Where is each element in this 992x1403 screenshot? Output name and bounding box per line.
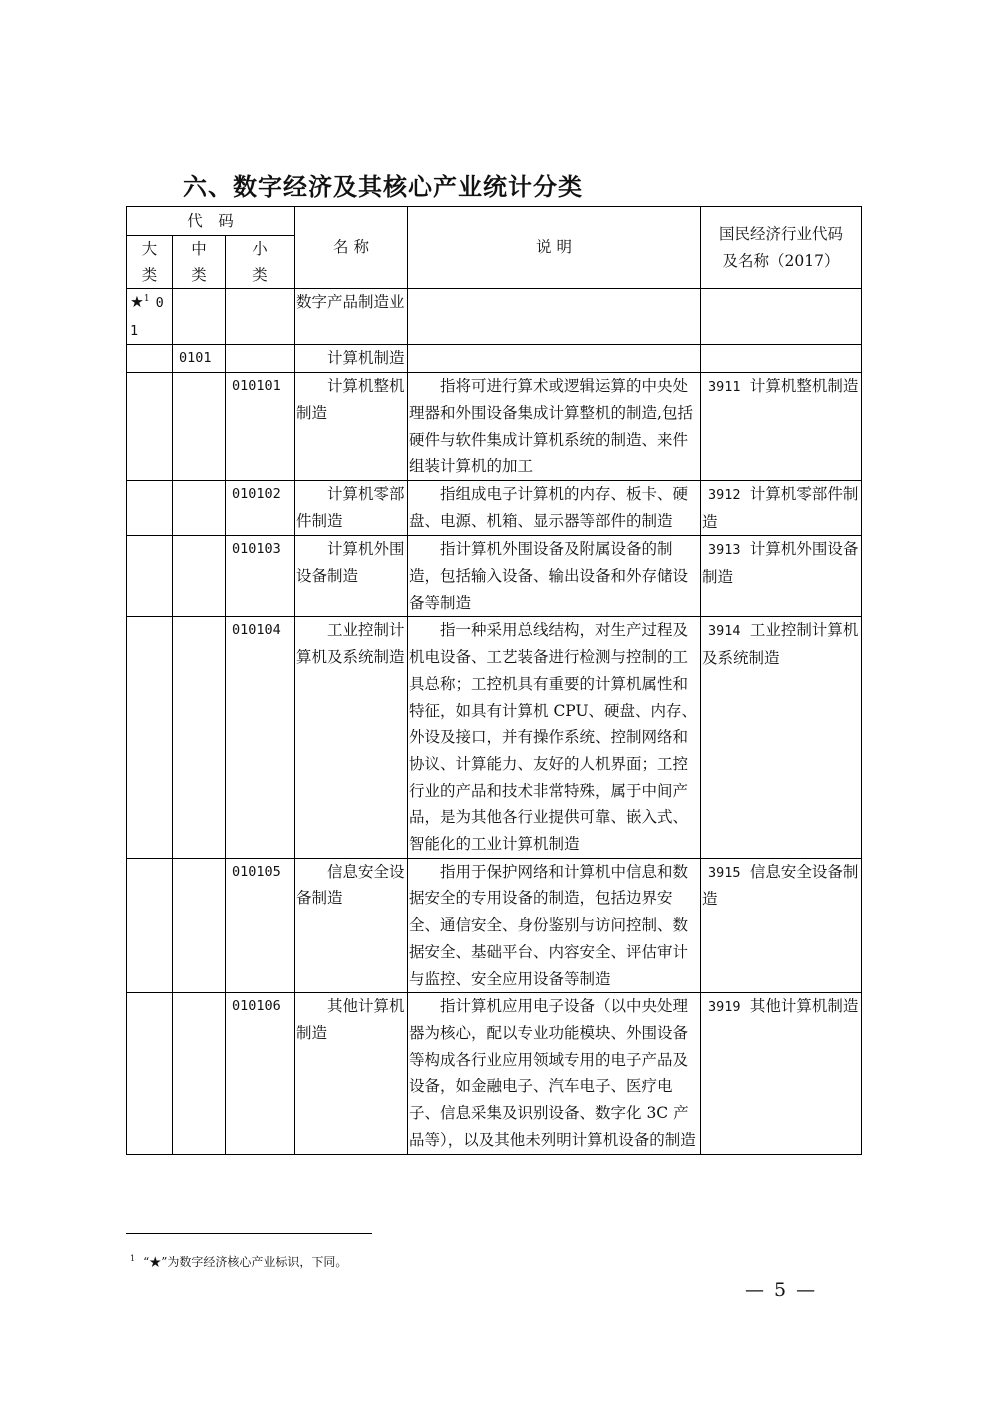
cell-name-text: 计算机零部件制造 <box>296 484 405 530</box>
cell-name <box>295 373 408 481</box>
cell-minor <box>226 345 295 373</box>
national-code: 3915 <box>708 864 741 881</box>
cell-major <box>127 480 173 535</box>
cell-minor: 010101 <box>226 373 295 481</box>
cell-name <box>295 536 408 617</box>
cell-name-text: 信息安全设备制造 <box>296 862 405 908</box>
table-row <box>127 289 862 345</box>
header-middle <box>173 236 226 289</box>
cell-major-code: 01 <box>130 295 164 339</box>
table-row <box>127 480 862 535</box>
cell-middle <box>173 536 226 617</box>
cell-minor: 010104 <box>226 617 295 858</box>
header-name: 名 称 <box>295 207 408 289</box>
table-row <box>127 536 862 617</box>
national-code: 3919 <box>708 999 741 1016</box>
footnote-text: “★”为数字经济核心产业标识，下同。 <box>143 1255 348 1269</box>
star-icon: ★ <box>130 293 144 311</box>
header-major <box>127 236 173 289</box>
cell-name: 数字产品制造业 <box>295 289 408 345</box>
cell-middle <box>173 289 226 345</box>
cell-minor: 010102 <box>226 480 295 535</box>
cell-description-text: 指用于保护网络和计算机中信息和数据安全的专用设备的制造，包括边界安全、通信安全、身份鉴别与访问控制、数据安全、基础平台、内容安全、评估审计与监控、安全应用设备等制造 <box>409 862 689 988</box>
cell-national <box>701 480 862 535</box>
cell-national <box>701 373 862 481</box>
cell-description <box>408 480 701 535</box>
cell-minor <box>226 289 295 345</box>
header-row-code <box>127 207 862 236</box>
footnote <box>130 1251 347 1270</box>
table-row <box>127 345 862 373</box>
page-title: 六、数字经济及其核心产业统计分类 <box>183 173 583 201</box>
classification-table <box>126 206 862 1155</box>
cell-description <box>408 373 701 481</box>
cell-major <box>127 345 173 373</box>
cell-name <box>295 617 408 858</box>
header-middle-text: 中类 <box>191 240 207 284</box>
national-name: 工业控制计算机及系统制造 <box>702 621 859 668</box>
cell-description <box>408 993 701 1154</box>
cell-middle <box>173 373 226 481</box>
cell-description-text: 指将可进行算术或逻辑运算的中央处理器和外围设备集成计算整机的制造,包括硬件与软件集成计算机系统的制造、来件组装计算机的加工 <box>409 377 693 476</box>
cell-description <box>408 858 701 993</box>
cell-description <box>408 289 701 345</box>
cell-major <box>127 858 173 993</box>
cell-national <box>701 858 862 993</box>
cell-name <box>295 858 408 993</box>
cell-description <box>408 536 701 617</box>
header-minor <box>226 236 295 289</box>
cell-national <box>701 289 862 345</box>
header-national-text: 国民经济行业代码及名称（2017） <box>719 224 844 270</box>
cell-description-text: 指组成电子计算机的内存、板卡、硬盘、电源、机箱、显示器等部件的制造 <box>409 484 689 530</box>
cell-minor: 010105 <box>226 858 295 993</box>
cell-name-text: 工业控制计算机及系统制造 <box>296 621 405 667</box>
national-code: 3914 <box>708 623 741 640</box>
national-name: 信息安全设备制造 <box>702 862 859 909</box>
table-row <box>127 373 862 481</box>
cell-major <box>127 536 173 617</box>
cell-major <box>127 993 173 1154</box>
cell-name-text: 计算机整机制造 <box>296 377 405 422</box>
table-row <box>127 617 862 858</box>
footnote-divider <box>126 1233 372 1234</box>
cell-middle <box>173 993 226 1154</box>
cell-description-text: 指计算机应用电子设备（以中央处理器为核心，配以专业功能模块、外围设备等构成各行业应用领域专用的电子产品及设备，如金融电子、汽车电子、医疗电子、信息采集及识别设备、数字化 3C 产品等），以及其他未列明计算机设备的制造 <box>409 997 696 1149</box>
national-code: 3911 <box>708 379 741 396</box>
header-code: 代 码 <box>127 207 295 236</box>
cell-name-text: 计算机制造 <box>327 349 405 368</box>
cell-major <box>127 289 173 345</box>
header-minor-text: 小类 <box>252 240 268 284</box>
national-code: 3913 <box>708 542 741 559</box>
national-name: 计算机外围设备制造 <box>702 540 859 587</box>
cell-major <box>127 373 173 481</box>
cell-name <box>295 993 408 1154</box>
national-name: 其他计算机制造 <box>749 997 859 1016</box>
national-name: 计算机整机制造 <box>749 377 859 396</box>
cell-middle: 0101 <box>173 345 226 373</box>
cell-middle <box>173 858 226 993</box>
cell-middle <box>173 617 226 858</box>
cell-minor: 010106 <box>226 993 295 1154</box>
cell-name <box>295 345 408 373</box>
header-major-text: 大类 <box>141 240 158 284</box>
table-row <box>127 858 862 993</box>
national-code: 3912 <box>708 486 741 503</box>
footnote-ref: 1 <box>143 293 150 304</box>
footnote-marker: 1 <box>130 1254 136 1263</box>
cell-description-text: 指一种采用总线结构，对生产过程及机电设备、工艺装备进行检测与控制的工具总称；工控机具有重要的计算机属性和特征，如具有计算机 CPU、硬盘、内存、外设及接口，并有操作系统、控制网络和协议、计算能力、友好的人机界面；工控行业的产品和技术非常特殊，属于中间产品，是为其他各行业提供可靠、嵌入式、智能化的工业计算机制造 <box>409 621 698 854</box>
cell-name <box>295 480 408 535</box>
national-name: 计算机零部件制造 <box>702 484 859 531</box>
cell-name-text: 计算机外围设备制造 <box>296 540 405 586</box>
cell-national <box>701 617 862 858</box>
header-description: 说 明 <box>408 207 701 289</box>
cell-national <box>701 345 862 373</box>
cell-name-text: 其他计算机制造 <box>296 997 405 1042</box>
header-national-code <box>701 207 862 289</box>
cell-description-text: 指计算机外围设备及附属设备的制造，包括输入设备、输出设备和外存储设备等制造 <box>409 540 689 612</box>
cell-minor: 010103 <box>226 536 295 617</box>
cell-description <box>408 617 701 858</box>
cell-national <box>701 536 862 617</box>
cell-major <box>127 617 173 858</box>
cell-national <box>701 993 862 1154</box>
cell-description <box>408 345 701 373</box>
cell-middle <box>173 480 226 535</box>
page-number: — 5 — <box>745 1279 818 1301</box>
table-row <box>127 993 862 1154</box>
